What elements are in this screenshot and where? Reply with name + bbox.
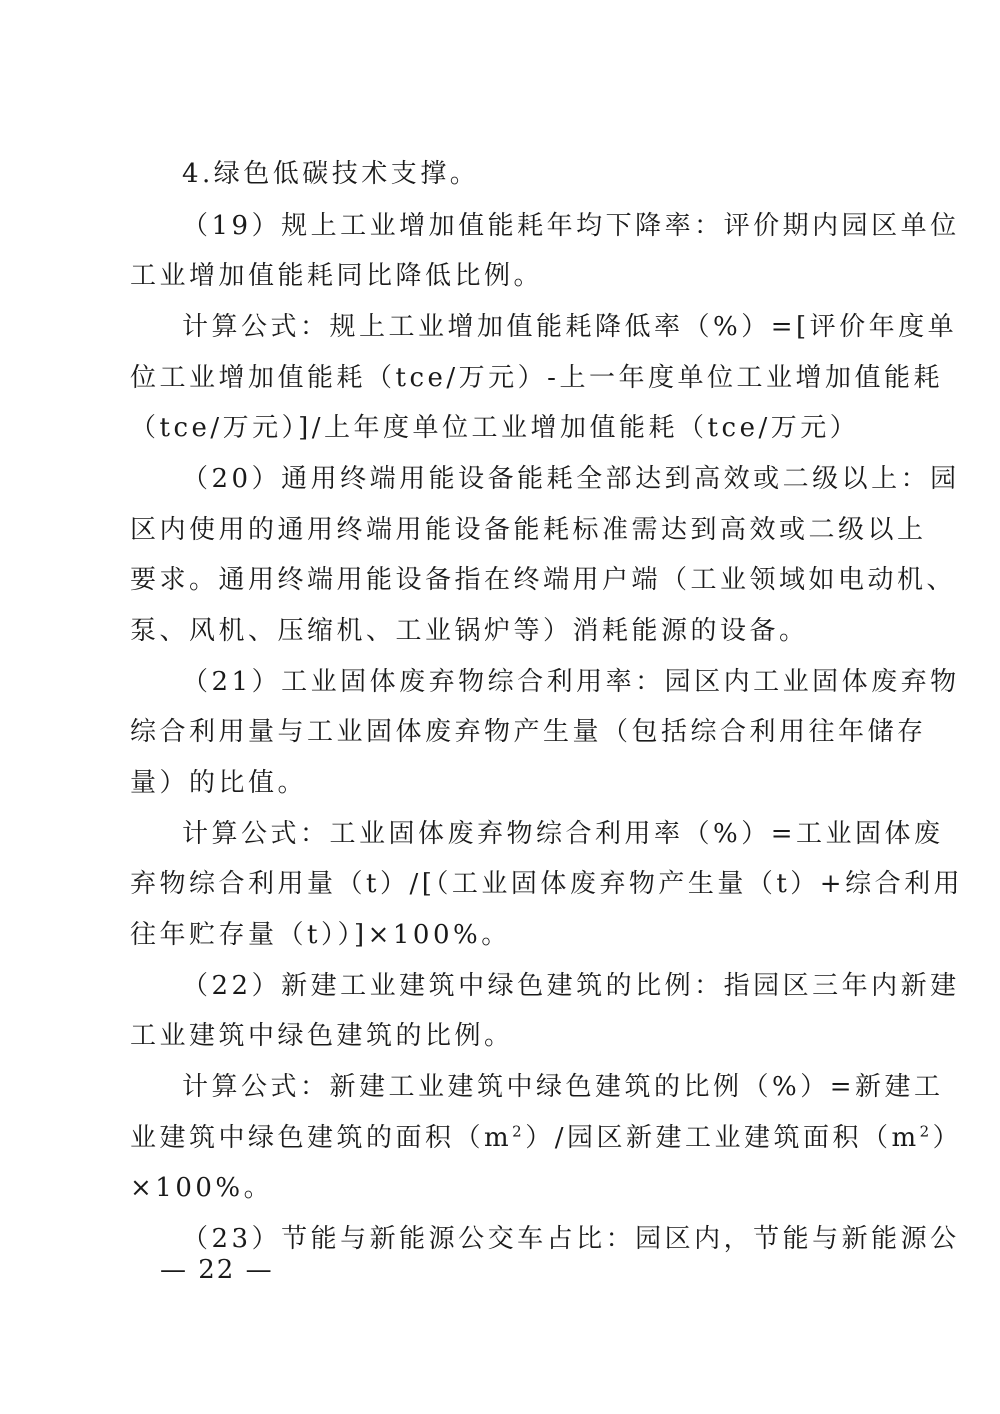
formula-line: 计算公式：工业固体废弃物综合利用率（%）=工业固体废 xyxy=(182,819,944,849)
paragraph-line: （19）规上工业增加值能耗年均下降率：评价期内园区单位 xyxy=(182,211,960,241)
formula-line: 往年贮存量（t））]×100%。 xyxy=(130,920,511,950)
paragraph-line: 工业建筑中绿色建筑的比例。 xyxy=(130,1021,514,1051)
formula-line: 弃物综合利用量（t）/[（工业固体废弃物产生量（t）+综合利用 xyxy=(130,869,964,899)
section-heading: 4.绿色低碳技术支撑。 xyxy=(182,159,480,189)
formula-line: ×100%。 xyxy=(130,1173,274,1203)
paragraph-line: 工业增加值能耗同比降低比例。 xyxy=(130,261,544,291)
paragraph-line: （23）节能与新能源公交车占比：园区内，节能与新能源公 xyxy=(182,1224,960,1254)
superscript: 2 xyxy=(512,1122,526,1141)
formula-segment: ）/园区新建工业建筑面积（m xyxy=(525,1123,920,1153)
page-number: — 22 — xyxy=(160,1255,274,1285)
formula-line: （tce/万元）]/上年度单位工业增加值能耗（tce/万元） xyxy=(130,413,860,443)
formula-line: 计算公式：新建工业建筑中绿色建筑的比例（%）=新建工 xyxy=(182,1072,944,1102)
paragraph-line: 综合利用量与工业固体废弃物产生量（包括综合利用往年储存 xyxy=(130,717,927,747)
formula-line: 位工业增加值能耗（tce/万元）-上一年度单位工业增加值能耗 xyxy=(130,363,943,393)
paragraph-line: 要求。通用终端用能设备指在终端用户端（工业领域如电动机、 xyxy=(130,565,957,595)
paragraph-line: 量）的比值。 xyxy=(130,768,308,798)
formula-line: 计算公式：规上工业增加值能耗降低率（%）=[评价年度单 xyxy=(182,312,958,342)
formula-segment: 业建筑中绿色建筑的面积（m xyxy=(130,1123,513,1153)
paragraph-line: （22）新建工业建筑中绿色建筑的比例：指园区三年内新建 xyxy=(182,971,960,1001)
paragraph-line: （20）通用终端用能设备能耗全部达到高效或二级以上：园 xyxy=(182,464,960,494)
superscript: 2 xyxy=(919,1122,933,1141)
formula-line-with-superscripts xyxy=(130,1122,963,1154)
paragraph-line: （21）工业固体废弃物综合利用率：园区内工业固体废弃物 xyxy=(182,667,960,697)
paragraph-line: 区内使用的通用终端用能设备能耗标准需达到高效或二级以上 xyxy=(130,515,927,545)
paragraph-line: 泵、风机、压缩机、工业锅炉等）消耗能源的设备。 xyxy=(130,616,809,646)
closing-parenthesis: ） xyxy=(932,1123,963,1153)
